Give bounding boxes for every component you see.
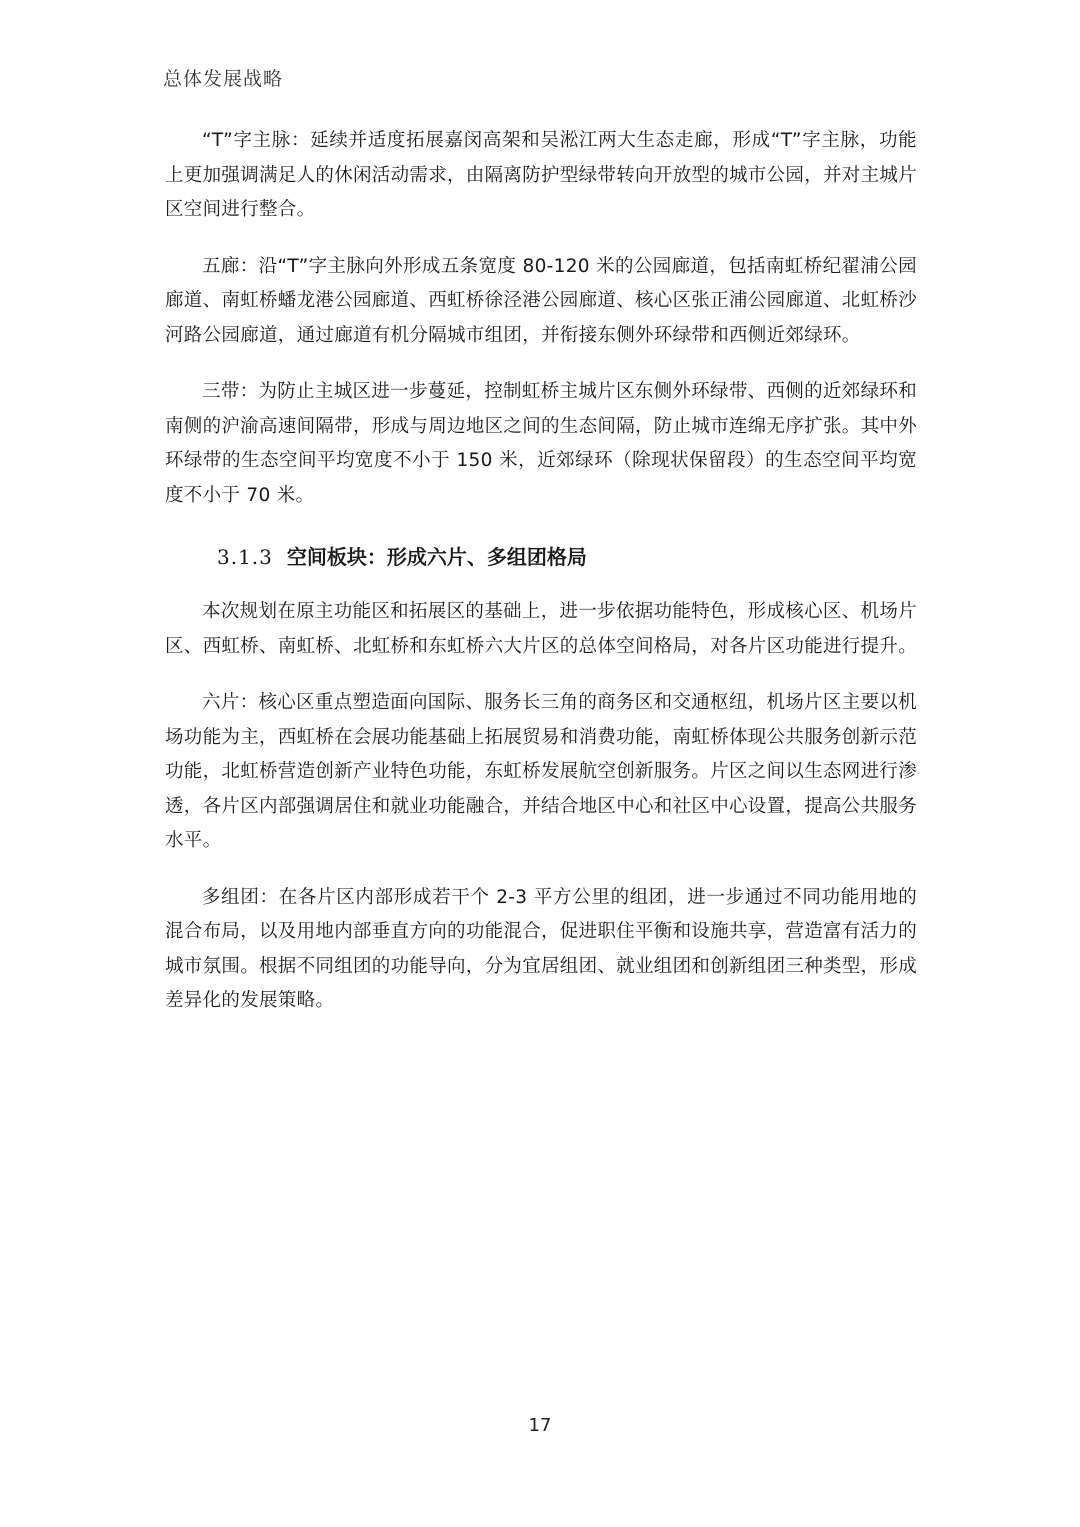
paragraph-t-main-vein: “T”字主脉：延续并适度拓展嘉闵高架和吴淞江两大生态走廊，形成“T”字主脉，功能上更加强调满足人的休闲活动需求，由隔离防护型绿带转向开放型的城市公园，并对主城片区空间进行整合。 xyxy=(165,130,918,220)
paragraph-multi-clusters: 多组团：在各片区内部形成若干个 2-3 平方公里的组团，进一步通过不同功能用地的混合布局，以及用地内部垂直方向的功能混合，促进职住平衡和设施共享，营造富有活力的城市氛围。根据不同组团的功能导向，分为宜居组团、就业组团和创新组团三种类型，形成差异化的发展策略。 xyxy=(165,886,918,1011)
page-number: 17 xyxy=(528,1415,552,1436)
section-title: 空间板块：形成六片、多组团格局 xyxy=(286,545,587,569)
section-heading xyxy=(217,543,917,571)
section-number: 3.1.3 xyxy=(217,545,273,569)
paragraph-intro: 本次规划在原主功能区和拓展区的基础上，进一步依据功能特色，形成核心区、机场片区、西虹桥、南虹桥、北虹桥和东虹桥六大片区的总体空间格局，对各片区功能进行提升。 xyxy=(165,601,918,657)
page-body xyxy=(165,124,917,1041)
paragraph-five-corridors: 五廊：沿“T”字主脉向外形成五条宽度 80-120 米的公园廊道，包括南虹桥纪翟浦公园廊道、南虹桥蟠龙港公园廊道、西虹桥徐泾港公园廊道、核心区张正浦公园廊道、北虹桥沙河路公园廊道，通过廊道有机分隔城市组团，并衔接东侧外环绿带和西侧近郊绿环。 xyxy=(165,255,918,346)
paragraph-six-areas: 六片：核心区重点塑造面向国际、服务长三角的商务区和交通枢纽，机场片区主要以机场功能为主，西虹桥在会展功能基础上拓展贸易和消费功能，南虹桥体现公共服务创新示范功能，北虹桥营造创新产业特色功能，东虹桥发展航空创新服务。片区之间以生态网进行渗透，各片区内部强调居住和就业功能融合，并结合地区中心和社区中心设置，提高公共服务水平。 xyxy=(165,692,918,851)
paragraph-three-belts: 三带：为防止主城区进一步蔓延，控制虹桥主城片区东侧外环绿带、西侧的近郊绿环和南侧的沪渝高速间隔带，形成与周边地区之间的生态间隔，防止城市连绵无序扩张。其中外环绿带的生态空间平均宽度不小于 150 米，近郊绿环（除现状保留段）的生态空间平均宽度不小于 70 米。 xyxy=(165,381,918,506)
running-header: 总体发展战略 xyxy=(163,68,284,90)
